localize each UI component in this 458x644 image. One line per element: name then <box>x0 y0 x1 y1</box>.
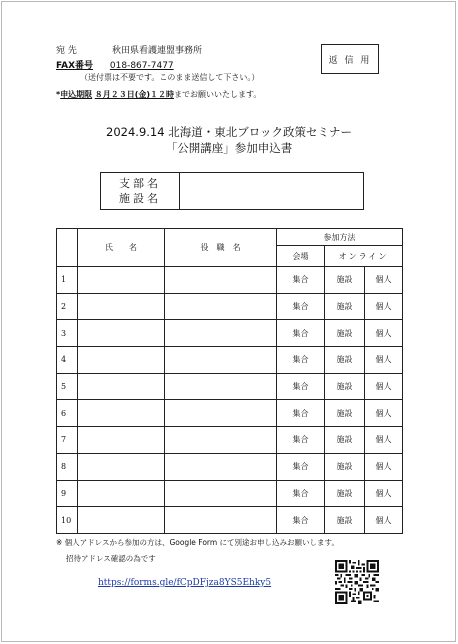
position-cell[interactable] <box>165 347 277 374</box>
header-venue: 会場 <box>277 246 325 267</box>
venue-option[interactable]: 集合 <box>277 320 325 347</box>
online-individual-option[interactable]: 個人 <box>365 427 403 454</box>
position-cell[interactable] <box>165 373 277 400</box>
header-method: 参加方法 <box>277 229 403 246</box>
page-subtitle: 「公開講座」参加申込書 <box>165 141 293 155</box>
online-individual-option[interactable]: 個人 <box>365 320 403 347</box>
footer-note: ※ 個人アドレスから参加の方は、Google Form にて別途お申し込みお願いします。 <box>56 538 339 547</box>
table-row <box>57 427 403 454</box>
name-cell[interactable] <box>78 293 165 320</box>
footer-note-2: 招待アドレス確認の為です <box>66 554 156 563</box>
online-individual-option[interactable]: 個人 <box>365 373 403 400</box>
online-individual-option[interactable]: 個人 <box>365 480 403 507</box>
row-number: 9 <box>57 480 78 507</box>
name-cell[interactable] <box>78 400 165 427</box>
table-row <box>57 293 403 320</box>
name-cell[interactable] <box>78 453 165 480</box>
reply-stamp: 返 信 用 <box>321 44 379 74</box>
position-cell[interactable] <box>165 427 277 454</box>
branch-facility-label: 支部名 施設名 <box>101 173 180 209</box>
name-cell[interactable] <box>78 347 165 374</box>
row-number: 2 <box>57 293 78 320</box>
row-number: 7 <box>57 427 78 454</box>
row-number: 1 <box>57 267 78 294</box>
online-facility-option[interactable]: 施設 <box>325 293 365 320</box>
online-facility-option[interactable]: 施設 <box>325 347 365 374</box>
position-cell[interactable] <box>165 507 277 534</box>
fax-label: FAX番号 <box>56 61 94 71</box>
venue-option[interactable]: 集合 <box>277 400 325 427</box>
online-facility-option[interactable]: 施設 <box>325 320 365 347</box>
name-cell[interactable] <box>78 267 165 294</box>
table-row <box>57 373 403 400</box>
position-cell[interactable] <box>165 320 277 347</box>
name-cell[interactable] <box>78 427 165 454</box>
online-facility-option[interactable]: 施設 <box>325 427 365 454</box>
table-row <box>57 507 403 534</box>
venue-option[interactable]: 集合 <box>277 347 325 374</box>
table-row <box>57 453 403 480</box>
header-position: 役 職 名 <box>165 229 277 267</box>
deadline-suffix: までお願いいたします。 <box>174 90 262 99</box>
cover-note: （送付票は不要です。このまま送信して下さい。） <box>80 73 260 82</box>
venue-option[interactable]: 集合 <box>277 480 325 507</box>
position-cell[interactable] <box>165 480 277 507</box>
qr-code-icon <box>335 560 379 604</box>
row-number: 8 <box>57 453 78 480</box>
to-label: 宛 先 <box>56 46 77 56</box>
position-cell[interactable] <box>165 453 277 480</box>
online-individual-option[interactable]: 個人 <box>365 400 403 427</box>
name-cell[interactable] <box>78 507 165 534</box>
online-individual-option[interactable]: 個人 <box>365 453 403 480</box>
row-number: 3 <box>57 320 78 347</box>
online-facility-option[interactable]: 施設 <box>325 400 365 427</box>
page-title: 2024.9.14 北海道・東北ブロック政策セミナー <box>106 125 352 139</box>
online-individual-option[interactable]: 個人 <box>365 507 403 534</box>
venue-option[interactable]: 集合 <box>277 427 325 454</box>
name-cell[interactable] <box>78 373 165 400</box>
name-cell[interactable] <box>78 320 165 347</box>
application-table <box>56 228 403 534</box>
header-online: オンライン <box>325 246 403 267</box>
table-row <box>57 320 403 347</box>
google-form-link[interactable]: https://forms.gle/fCpDFjza8YS5Ehky5 <box>98 578 272 588</box>
venue-option[interactable]: 集合 <box>277 453 325 480</box>
to-value: 秋田県看護連盟事務所 <box>112 46 203 56</box>
row-number: 4 <box>57 347 78 374</box>
position-cell[interactable] <box>165 400 277 427</box>
row-number: 6 <box>57 400 78 427</box>
branch-facility-box <box>100 172 364 210</box>
table-row <box>57 400 403 427</box>
online-facility-option[interactable]: 施設 <box>325 507 365 534</box>
name-cell[interactable] <box>78 480 165 507</box>
online-individual-option[interactable]: 個人 <box>365 267 403 294</box>
venue-option[interactable]: 集合 <box>277 373 325 400</box>
position-cell[interactable] <box>165 267 277 294</box>
deadline-value: ８月２３日(金)１２時 <box>94 90 175 99</box>
position-cell[interactable] <box>165 293 277 320</box>
table-row <box>57 480 403 507</box>
online-facility-option[interactable]: 施設 <box>325 453 365 480</box>
deadline-label: 申込期限 <box>60 90 93 99</box>
online-facility-option[interactable]: 施設 <box>325 373 365 400</box>
venue-option[interactable]: 集合 <box>277 507 325 534</box>
row-number: 5 <box>57 373 78 400</box>
table-row <box>57 267 403 294</box>
header-name: 氏 名 <box>78 229 165 267</box>
table-row <box>57 347 403 374</box>
venue-option[interactable]: 集合 <box>277 267 325 294</box>
online-individual-option[interactable]: 個人 <box>365 347 403 374</box>
fax-number: 018-867-7477 <box>109 61 174 71</box>
online-facility-option[interactable]: 施設 <box>325 480 365 507</box>
online-facility-option[interactable]: 施設 <box>325 267 365 294</box>
header-number <box>57 229 78 267</box>
row-number: 10 <box>57 507 78 534</box>
online-individual-option[interactable]: 個人 <box>365 293 403 320</box>
venue-option[interactable]: 集合 <box>277 293 325 320</box>
